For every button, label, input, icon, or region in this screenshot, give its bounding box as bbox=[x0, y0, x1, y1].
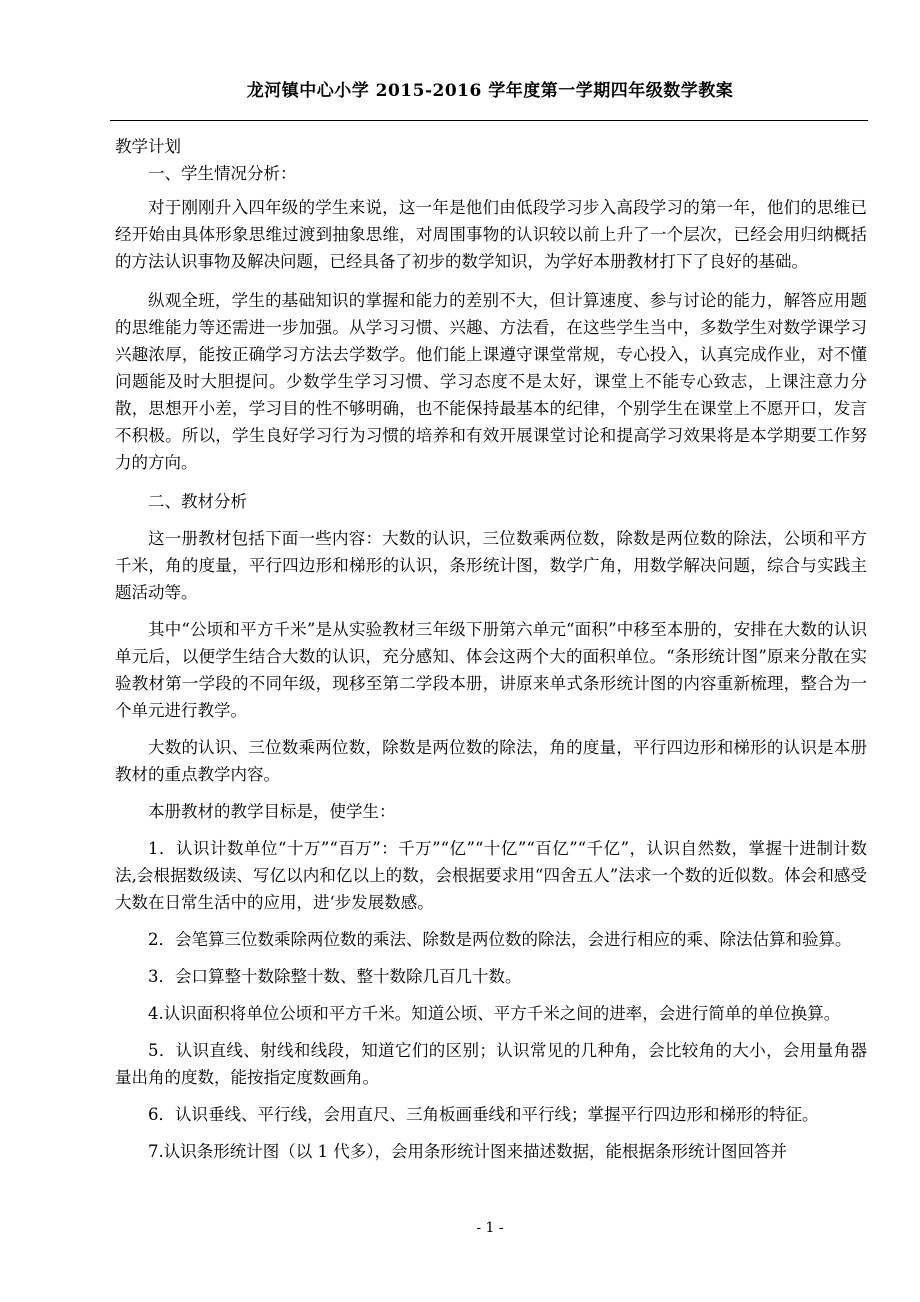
heading-student-analysis: 一、学生情况分析： bbox=[148, 164, 297, 183]
paragraph-3: 这一册教材包括下面一些内容：大数的认识，三位数乘两位数，除数是两位数的除法，公顷和平方千米，角的度量，平行四边形和梯形的认识，条形统计图，数学广角，用数学解决问题，综合与实践主题活动等。 bbox=[115, 529, 867, 602]
page-number: - 1 - bbox=[476, 1220, 504, 1236]
goal-item-5: 5．认识直线、射线和线段，知道它们的区别；认识常见的几种角，会比较角的大小，会用量角器量出角的度数，能按指定度数画角。 bbox=[115, 1041, 867, 1087]
paragraph-1: 对于刚刚升入四年级的学生来说，这一年是他们由低段学习步入高段学习的第一年，他们的思维已经开始由具体形象思维过渡到抽象思维，对周围事物的认识较以前上升了一个层次，已经会用归纳概括的方法认识事物及解决问题，已经具备了初步的数学知识，为学好本册教材打下了良好的基础。 bbox=[115, 198, 867, 271]
goal-item-2: 2．会笔算三位数乘除两位数的乘法、除数是两位数的除法，会进行相应的乘、除法估算和验算。 bbox=[148, 930, 852, 949]
goal-item-6: 6．认识垂线、平行线，会用直尺、三角板画垂线和平行线；掌握平行四边形和梯形的特征。 bbox=[148, 1105, 819, 1124]
paragraph-5: 大数的认识、三位数乘两位数，除数是两位数的除法，角的度量，平行四边形和梯形的认识是本册教材的重点教学内容。 bbox=[115, 738, 867, 784]
goal-item-1: 1．认识计数单位“十万”“百万”：千万”“亿”“十亿”“百亿”“千亿”，认识自然数，掌握十进制计数法,会根据数级读、写亿以内和亿以上的数，会根据要求用“四舍五人”法求一个数的近似数。体会和感受大数在日常生活中的应用，进‘步发展数感。 bbox=[115, 839, 867, 912]
page-header-title: 龙河镇中心小学 2015-2016 学年度第一学期四年级数学教案 bbox=[246, 81, 734, 101]
paragraph-2: 纵观全班，学生的基础知识的掌握和能力的差别不大，但计算速度、参与讨论的能力，解答应用题的思维能力等还需进一步加强。从学习习惯、兴趣、方法看，在这些学生当中，多数学生对数学课学习兴趣浓厚，能按正确学习方法去学数学。他们能上课遵守课堂常规，专心投入，认真完成作业，对不懂问题能及时大胆提问。少数学生学习习惯、学习态度不是太好，课堂上不能专心致志，上课注意力分散，思想开小差，学习目的性不够明确，也不能保持最基本的纪律，个别学生在课堂上不愿开口，发言不积极。所以，学生良好学习行为习惯的培养和有效开展课堂讨论和提高学习效果将是本学期要工作努力的方向。 bbox=[115, 291, 867, 472]
heading-textbook-analysis: 二、教材分析 bbox=[148, 492, 247, 511]
document-body bbox=[115, 133, 867, 1165]
paragraph-4: 其中“公顷和平方千米”是从实验教材三年级下册第六单元“面积”中移至本册的，安排在大数的认识单元后，以便学生结合大数的认识，充分感知、体会这两个大的面积单位。“条形统计图”原来分散在实验教材第一学段的不同年级，现移至第二学段本册，讲原来单式条形统计图的内容重新梳理，整合为一个单元进行教学。 bbox=[115, 620, 867, 720]
section-title: 教学计划 bbox=[115, 137, 181, 156]
header-rule bbox=[110, 120, 868, 121]
goal-item-3: 3．会口算整十数除整十数、整十数除几百几十数。 bbox=[148, 967, 522, 986]
paragraph-6: 本册教材的教学目标是，使学生： bbox=[148, 802, 396, 821]
goal-item-4: 4.认识面积将单位公顷和平方千米。知道公顷、平方千米之间的进率，会进行简单的单位换算。 bbox=[148, 1004, 841, 1023]
goal-item-7: 7.认识条形统计图（以 1 代多），会用条形统计图来描述数据，能根据条形统计图回答并 bbox=[148, 1142, 787, 1161]
